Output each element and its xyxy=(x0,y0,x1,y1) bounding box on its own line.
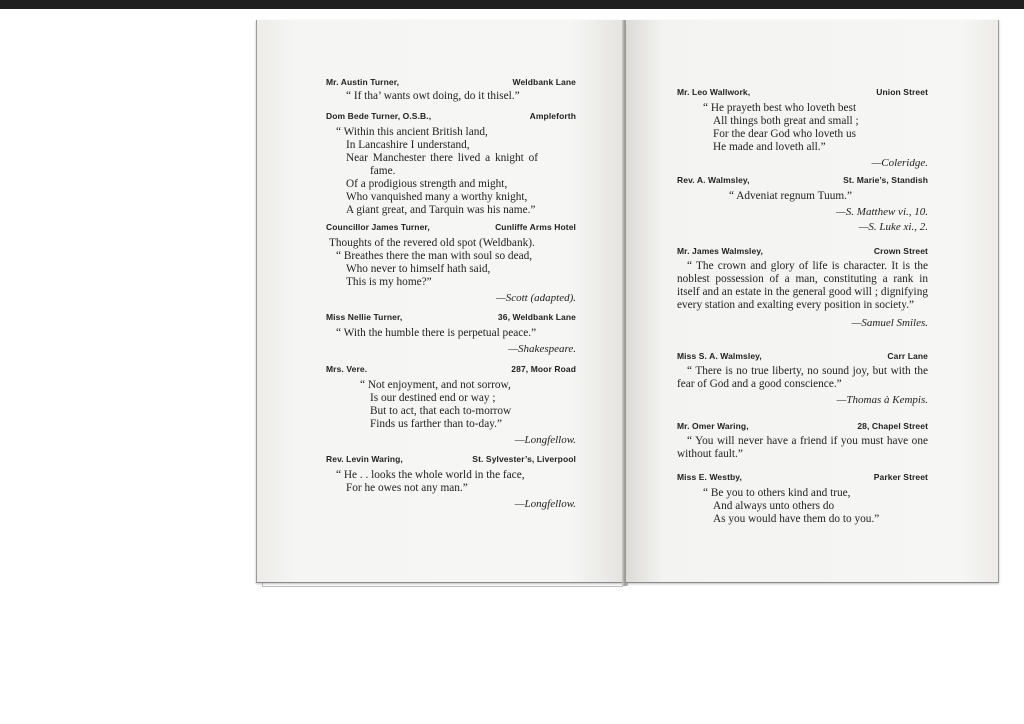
entry-nellie-turner xyxy=(326,312,576,356)
entry-header xyxy=(326,364,576,374)
entry-header xyxy=(677,87,928,97)
attribution: —S. Luke xi., 2. xyxy=(858,221,928,233)
person-address: Weldbank Lane xyxy=(512,77,576,87)
person-name: Mr. Leo Wallwork, xyxy=(677,87,751,97)
quote: “ Adveniat regnum Tuum.” xyxy=(729,190,853,202)
quote: “ You will never have a friend if you must have one without fault.” xyxy=(677,435,928,460)
person-name: Mrs. Vere. xyxy=(326,364,368,374)
attribution: —Longfellow. xyxy=(514,434,576,446)
entry-levin-waring xyxy=(326,454,576,511)
quote: “ The crown and glory of life is character. It is the noblest possession of a man, constituting a rank in itself and an estate in the general good will ; dignifying every station and exalting every position in society.” xyxy=(677,260,928,311)
entry-bede-turner xyxy=(326,111,576,217)
entry-e-westby xyxy=(677,472,928,526)
person-address: St. Marie’s, Standish xyxy=(843,175,928,185)
entry-james-walmsley xyxy=(677,246,928,330)
entry-a-walmsley xyxy=(677,175,928,234)
attribution: —Shakespeare. xyxy=(508,343,576,355)
entry-sa-walmsley xyxy=(677,351,928,407)
entry-james-turner xyxy=(326,222,576,305)
entry-omer-waring xyxy=(677,421,928,461)
quote: “ Not enjoyment, and not sorrow, Is our destined end or way ; But to act, that each to-morrow Finds us farther than to-day.” xyxy=(360,379,512,430)
quote: Thoughts of the revered old spot (Weldbank). “ Breathes there the man with soul so dead, Who never to himself hath said, This is my home?” xyxy=(329,237,535,288)
person-name: Councillor James Turner, xyxy=(326,222,430,232)
person-address: Ampleforth xyxy=(529,111,576,121)
quote: “ If tha’ wants owt doing, do it thisel.” xyxy=(346,90,520,102)
entry-header xyxy=(677,421,928,431)
entry-header xyxy=(326,454,576,464)
quote: “ He . . looks the whole world in the face, For he owes not any man.” xyxy=(336,469,525,494)
left-page xyxy=(256,20,625,583)
entry-header xyxy=(677,246,928,256)
entry-header xyxy=(326,312,576,322)
person-address: Union Street xyxy=(876,87,928,97)
scan-top-edge xyxy=(0,0,1024,9)
quote: “ Be you to others kind and true, And always unto others do As you would have them do to you.” xyxy=(703,487,880,525)
person-name: Mr. Austin Turner, xyxy=(326,77,400,87)
entry-header xyxy=(326,222,576,232)
person-address: 36, Weldbank Lane xyxy=(497,312,576,322)
person-address: Cunliffe Arms Hotel xyxy=(495,222,576,232)
entry-mrs-vere xyxy=(326,364,576,447)
attribution: —Samuel Smiles. xyxy=(851,317,928,329)
person-name: Miss E. Westby, xyxy=(677,472,742,482)
quote: “ He prayeth best who loveth best All things both great and small ; For the dear God who loveth us He made and loveth all.” xyxy=(703,102,859,153)
entry-header xyxy=(677,351,928,361)
quote: “ There is no true liberty, no sound joy, but with the fear of God and a good conscience.” xyxy=(677,365,928,390)
entry-header xyxy=(326,111,576,121)
quote: “ With the humble there is perpetual peace.” xyxy=(336,327,537,339)
attribution: —Thomas à Kempis. xyxy=(836,394,928,406)
person-address: Crown Street xyxy=(873,246,928,256)
person-name: Miss Nellie Turner, xyxy=(326,312,403,322)
attribution: —Scott (adapted). xyxy=(495,292,576,304)
entry-header xyxy=(677,175,928,185)
person-address: 28, Chapel Street xyxy=(857,421,928,431)
person-name: Mr. Omer Waring, xyxy=(677,421,749,431)
entry-leo-wallwork xyxy=(677,87,928,170)
person-address: 287, Moor Road xyxy=(511,364,576,374)
open-booklet xyxy=(256,20,1000,586)
attribution: —Coleridge. xyxy=(871,157,928,169)
quote: “ Within this ancient British land, In Lancashire I understand, Near Manchester there lived a knight of fame. Of a prodigious strength and might, Who vanquished many a worthy knight, A giant great, and Tarquin was his name.” xyxy=(336,126,539,216)
person-address: St. Sylvester’s, Liverpool xyxy=(472,454,576,464)
entry-header xyxy=(326,77,576,87)
person-name: Miss S. A. Walmsley, xyxy=(677,351,762,361)
person-address: Carr Lane xyxy=(887,351,928,361)
attribution: —S. Matthew vi., 10. xyxy=(836,206,928,218)
person-name: Dom Bede Turner, O.S.B., xyxy=(326,111,432,121)
entry-header xyxy=(677,472,928,482)
person-name: Rev. A. Walmsley, xyxy=(677,175,750,185)
right-page xyxy=(626,20,999,583)
person-name: Mr. James Walmsley, xyxy=(677,246,763,256)
attribution: —Longfellow. xyxy=(514,498,576,510)
person-address: Parker Street xyxy=(873,472,928,482)
entry-austin-turner xyxy=(326,77,576,103)
person-name: Rev. Levin Waring, xyxy=(326,454,403,464)
